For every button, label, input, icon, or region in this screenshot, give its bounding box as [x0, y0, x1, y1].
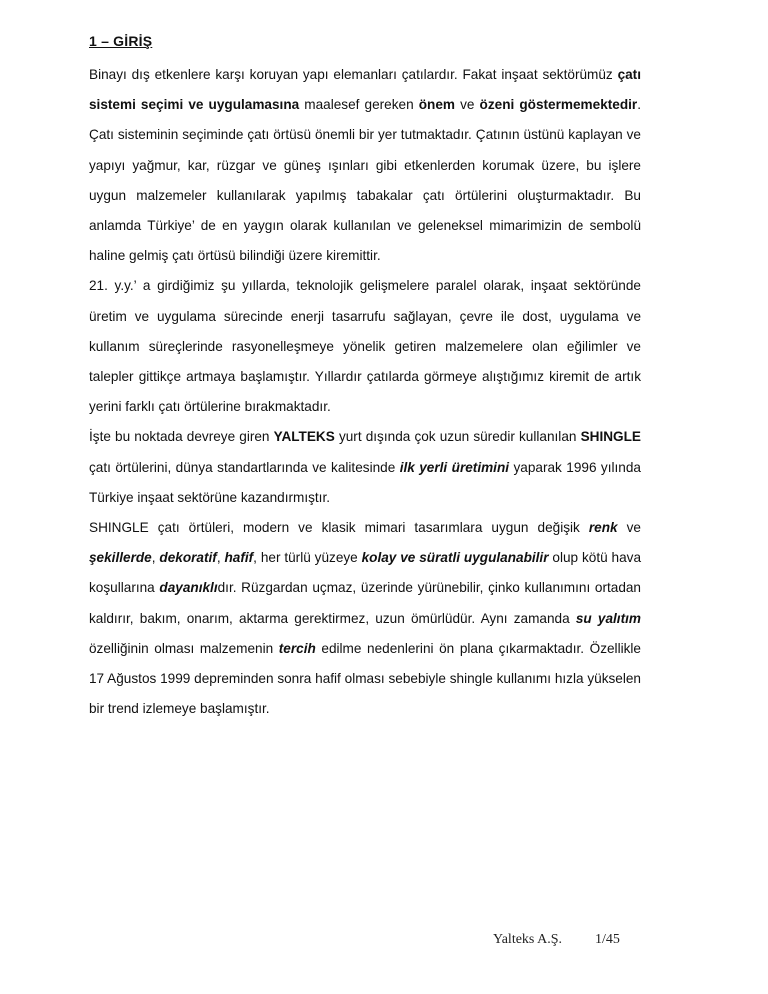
text-run: çatı örtülerini, dünya standartlarında ve kalitesinde [89, 459, 400, 475]
bold-italic-run: kolay ve süratli uygulanabilir [361, 550, 549, 566]
bold-run: önem [418, 97, 455, 113]
page-number: 1/45 [595, 932, 620, 947]
footer-company: Yalteks A.Ş. [493, 932, 562, 947]
text-run: Binayı dış etkenlere karşı koruyan yapı elemanları çatılardır. Fakat inşaat sektörümüz [89, 67, 618, 82]
body-text [89, 60, 641, 724]
text-run: ve [455, 97, 480, 113]
paragraph-trends [89, 271, 641, 422]
paragraph-yalteks [89, 422, 641, 513]
bold-italic-run: hafif [224, 550, 254, 566]
text-run: İşte bu noktada devreye giren [89, 429, 274, 445]
text-run: dır. Rüzgardan uçmaz, üzerinde yürünebilir, çinko kullanımını ortadan kaldırır, bakım, onarım, aktarma gerektirmez, uzun ömürlüdür. Aynı zamanda [89, 580, 641, 626]
paragraph-intro [89, 60, 641, 271]
text-run: ve [617, 520, 641, 536]
bold-italic-run: renk [588, 520, 618, 536]
text-run: . Çatı sisteminin seçiminde çatı örtüsü önemli bir yer tutmaktadır. Çatının üstünü kaplayan ve yapıyı yağmur, kar, rüzgar ve güneş ışınları gibi etkenlerden korumak üzere, bu işlere uygun malzemeler kullanılarak yapılmış tabakalar çatı örtülerini oluşturmaktadır. Bu anlamda Türkiye’ de en yaygın olarak kullanılan ve geleneksel mimarimizin de sembolü haline gelmiş çatı örtüsü bilindiği üzere kiremittir. [89, 97, 641, 264]
text-run: özelliğinin olması malzemenin [89, 640, 279, 656]
bold-run: çatı sistemi seçimi ve uygulamasına [89, 67, 641, 113]
bold-run: SHINGLE [580, 429, 641, 445]
bold-italic-run: dayanıklı [159, 580, 218, 596]
text-run: SHINGLE çatı örtüleri, modern ve klasik mimari tasarımlara uygun değişik [89, 520, 589, 536]
bold-italic-run: su yalıtım [575, 610, 641, 626]
text-run: , [151, 550, 160, 566]
text-run: yaparak 1996 yılında Türkiye inşaat sektörüne kazandırmıştır. [89, 459, 641, 505]
bold-run: YALTEKS [273, 429, 335, 445]
bold-italic-run: tercih [278, 640, 316, 656]
text-run: , her türlü yüzeye [253, 550, 362, 566]
text-run: yurt dışında çok uzun süredir kullanılan [334, 429, 581, 445]
bold-italic-run: şekillerde [89, 550, 152, 566]
bold-italic-run: dekoratif [159, 550, 217, 566]
text-run: edilme nedenlerini ön plana çıkarmaktadır. Özellikle 17 Ağustos 1999 depreminden sonra hafif olması sebebiyle shingle kullanımı hızla yükselen bir trend izlemeye başlamıştır. [89, 640, 641, 717]
text-run: , [216, 550, 225, 566]
text-run: olup kötü hava koşullarına [89, 550, 642, 596]
text-run: 21. y.y.’ a girdiğimiz şu yıllarda, teknolojik gelişmelere paralel olarak, inşaat sektöründe üretim ve uygulama sürecinde enerji tasarrufu sağlayan, çevre ile dost, uygulama ve kullanım süreçlerinde rasyonelleşmeye yönelik getiren malzemelere olan eğilimler ve talepler gittikçe artmaya başlamıştır. Yıllardır çatılarda görmeye alıştığımız kiremit de artık yerini farklı çatı örtülerine bırakmaktadır. [89, 278, 641, 415]
text-run: maalesef gereken [299, 97, 419, 113]
bold-run: özeni göstermemektedir [479, 97, 638, 113]
paragraph-shingle [89, 513, 641, 724]
section-heading: 1 – GİRİŞ [89, 33, 153, 49]
bold-italic-run: ilk yerli üretimini [399, 459, 510, 475]
